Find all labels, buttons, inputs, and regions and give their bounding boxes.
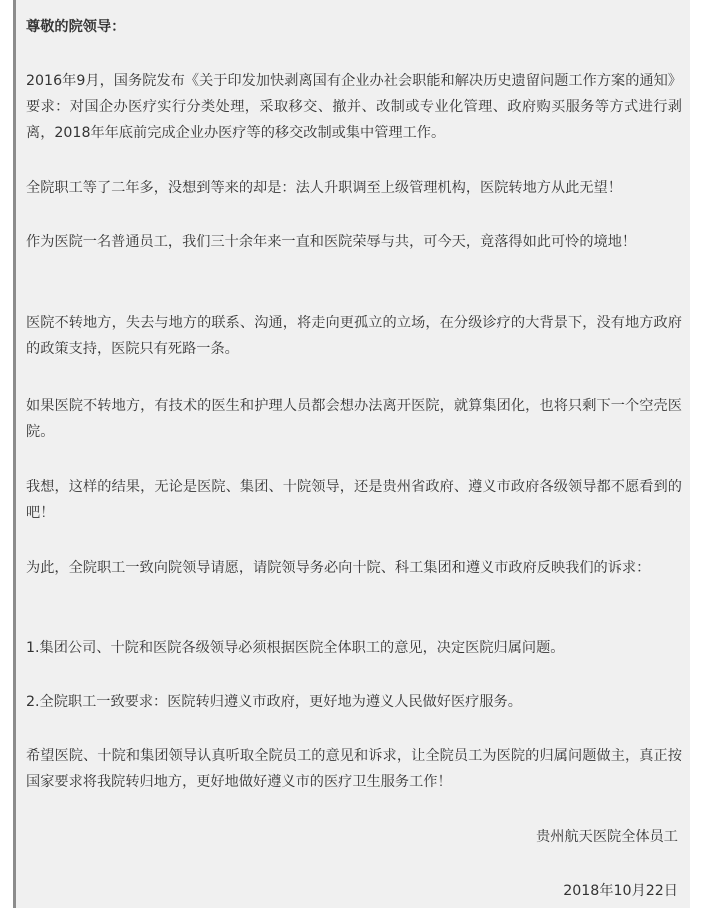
letter-signature: 贵州航天医院全体员工 xyxy=(536,829,678,845)
letter-salutation: 尊敬的院领导： xyxy=(26,19,126,35)
letter-paragraph: 2.全院职工一致要求：医院转归遵义市政府，更好地为遵义人民做好医疗服务。 xyxy=(26,694,522,710)
letter-paragraph: 全院职工等了二年多，没想到等来的却是：法人升职调至上级管理机构，医院转地方从此无望！ xyxy=(26,180,622,196)
letter-paragraph: 如果医院不转地方，有技术的医生和护理人员都会想办法离开医院，就算集团化，也将只剩下一个空壳医院。 xyxy=(26,398,682,440)
letter-paragraph: 医院不转地方，失去与地方的联系、沟通，将走向更孤立的立场，在分级诊疗的大背景下，没有地方政府的政策支持，医院只有死路一条。 xyxy=(26,315,682,357)
letter-paragraph: 1.集团公司、十院和医院各级领导必须根据医院全体职工的意见，决定医院归属问题。 xyxy=(26,640,565,656)
letter-paragraph: 2016年9月，国务院发布《关于印发加快剥离国有企业办社会职能和解决历史遗留问题工作方案的通知》要求：对国企办医疗实行分类处理，采取移交、撤并、改制或专业化管理、政府购买服务等方式进行剥离，2018年年底前完成企业办医疗等的移交改制或集中管理工作。 xyxy=(26,73,682,141)
letter-date: 2018年10月22日 xyxy=(563,883,678,899)
quote-accent-bar xyxy=(13,0,16,908)
letter-paragraph: 我想，这样的结果，无论是医院、集团、十院领导，还是贵州省政府、遵义市政府各级领导都不愿看到的吧！ xyxy=(26,479,682,521)
letter-paragraph: 作为医院一名普通员工，我们三十余年来一直和医院荣辱与共，可今天，竟落得如此可怜的境地！ xyxy=(26,234,637,250)
letter-paragraph: 为此，全院职工一致向院领导请愿，请院领导务必向十院、科工集团和遵义市政府反映我们的诉求： xyxy=(26,560,651,576)
letter-paragraph: 希望医院、十院和集团领导认真听取全院员工的意见和诉求，让全院员工为医院的归属问题做主，真正按国家要求将我院转归地方，更好地做好遵义市的医疗卫生服务工作！ xyxy=(26,748,682,790)
